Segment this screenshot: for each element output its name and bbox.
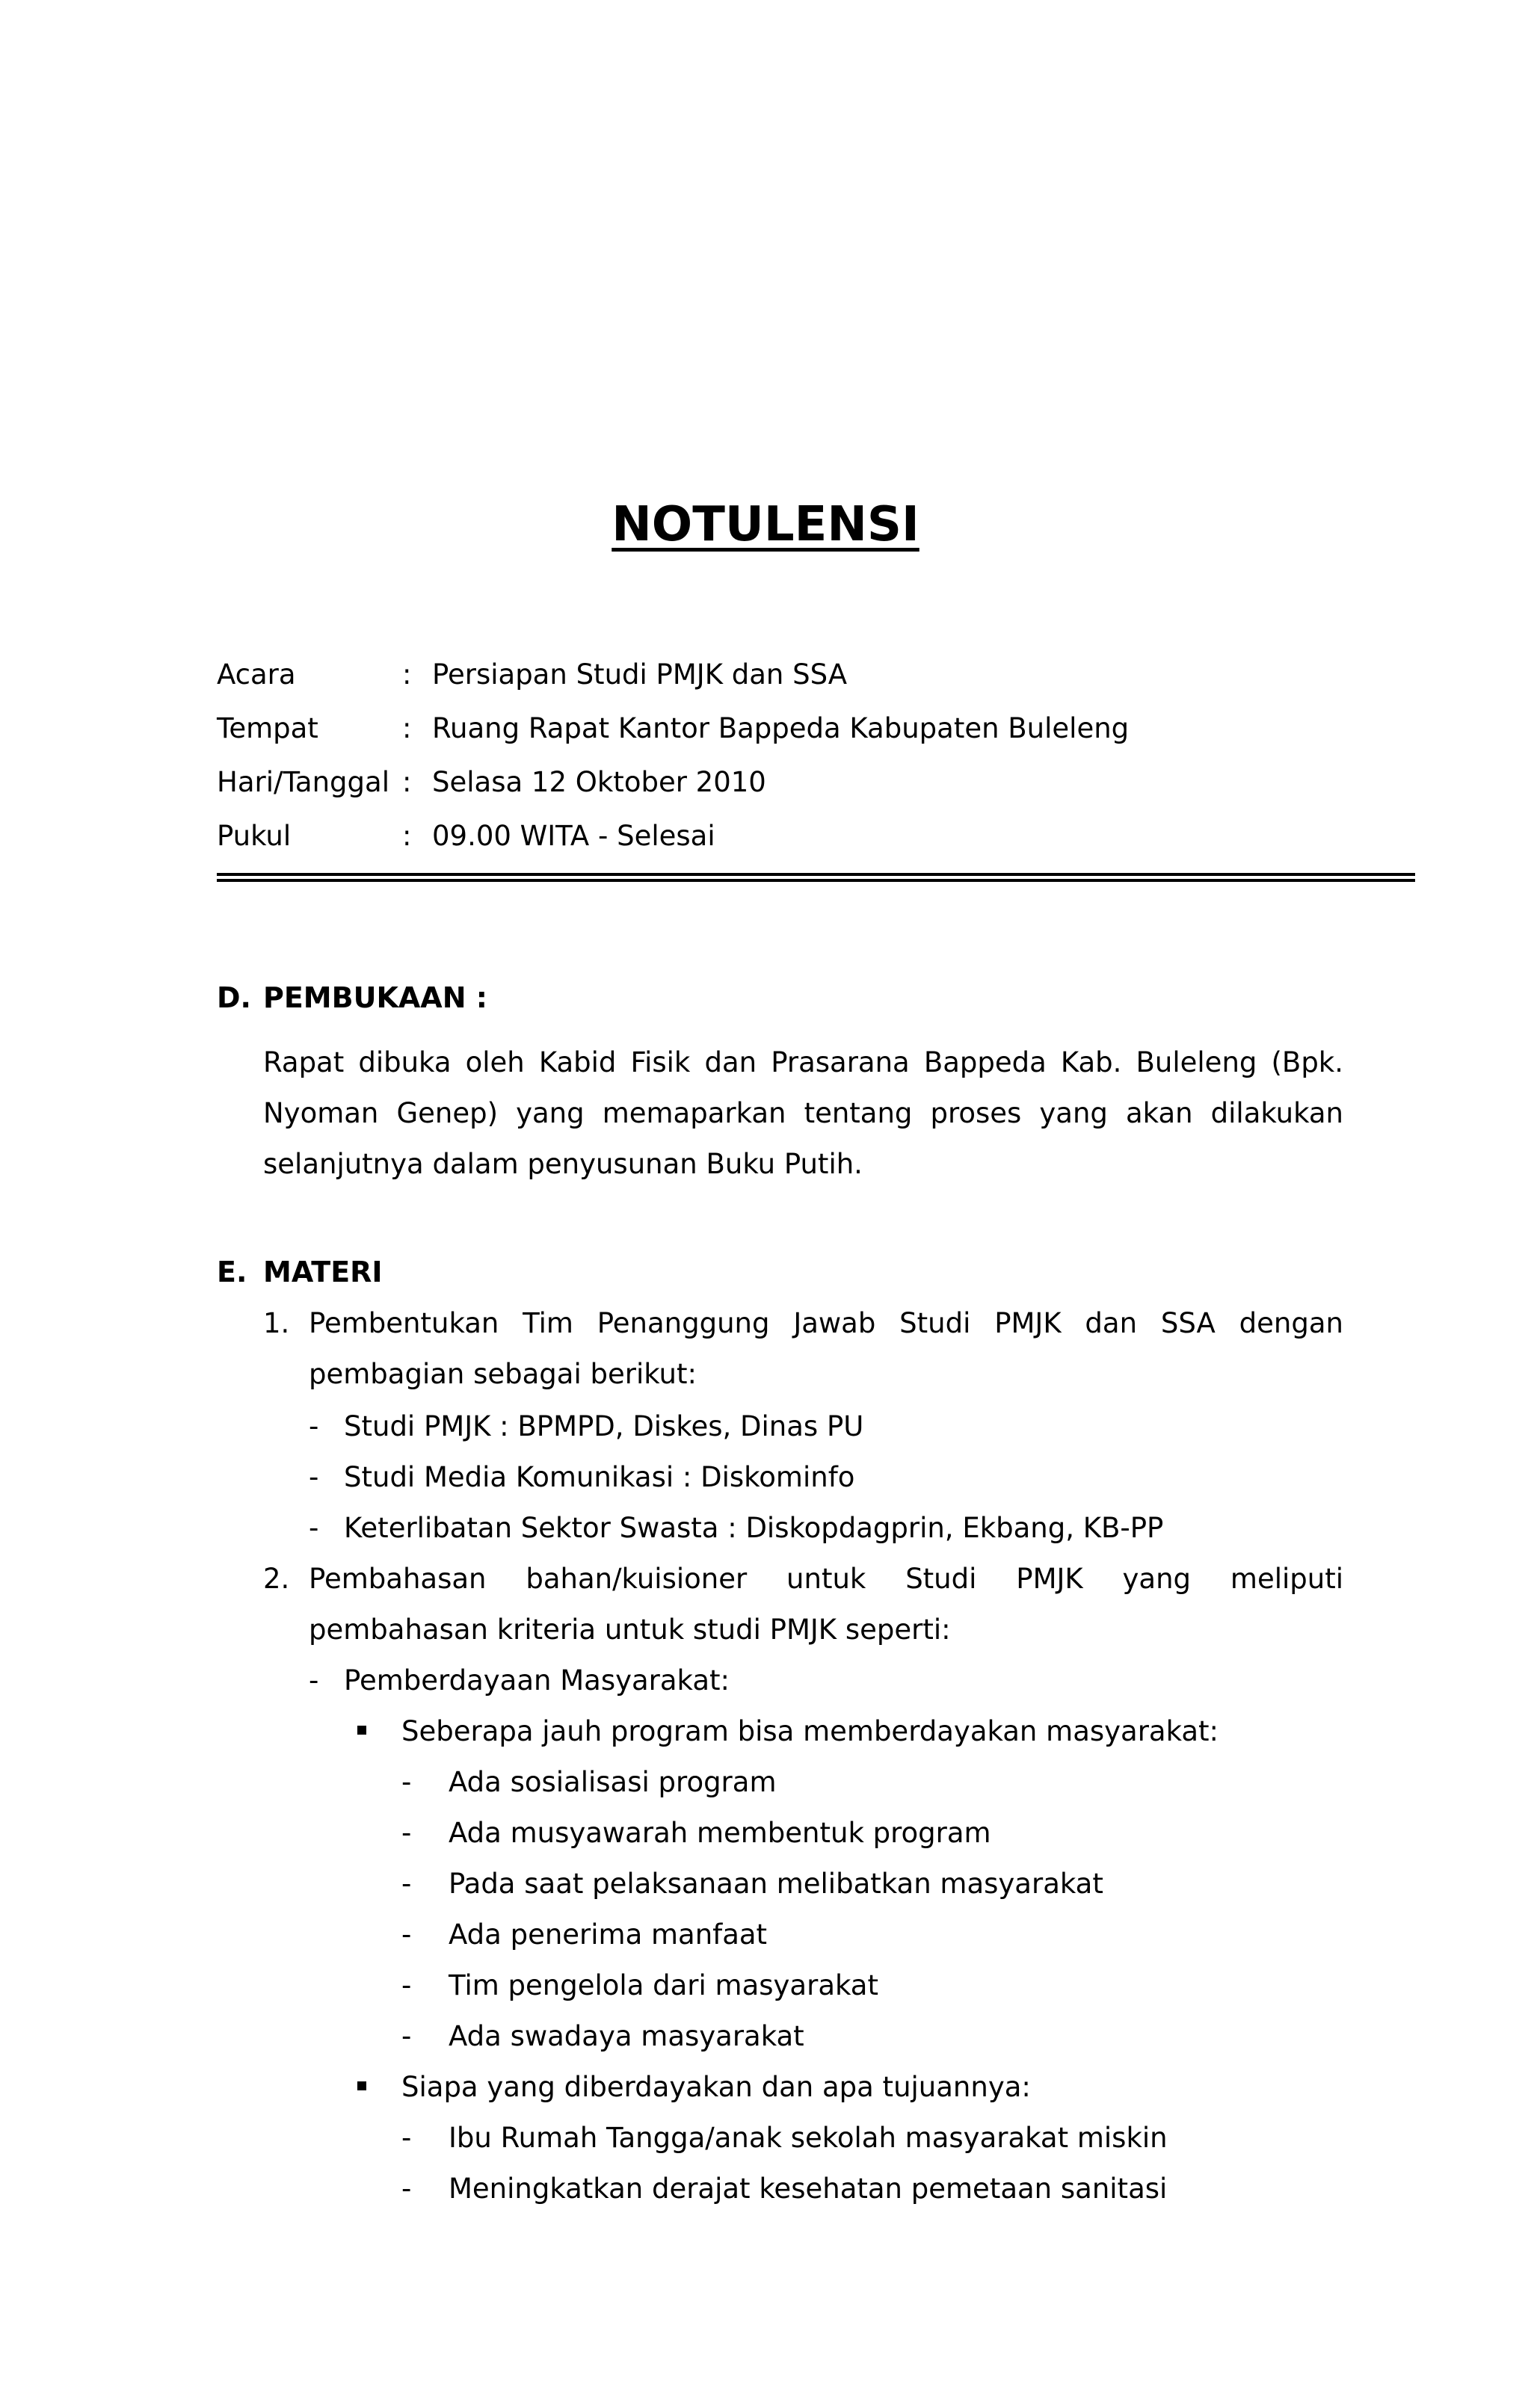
item1-subitem: Keterlibatan Sektor Swasta : Diskopdagprin, Ekbang, KB-PP — [344, 1512, 1164, 1544]
info-separator: : — [402, 765, 412, 798]
dash-marker: - — [309, 1410, 319, 1442]
item2-text: Pembahasan bahan/kuisioner untuk Studi PMJK yang meliputi pembahasan kriteria untuk studi PMJK seperti: — [309, 1563, 1343, 1646]
info-label: Tempat — [217, 711, 318, 744]
bullet-subitem: Meningkatkan derajat kesehatan pemetaan sanitasi — [449, 2173, 1168, 2205]
bullet-subitem: Ada swadaya masyarakat — [449, 2020, 804, 2052]
section-letter: E. — [217, 1256, 247, 1288]
bullet-subitem: Tim pengelola dari masyarakat — [449, 1969, 878, 2001]
divider-line-top — [217, 873, 1415, 876]
double-divider — [217, 873, 1415, 882]
info-row-pukul — [217, 809, 1129, 862]
info-row-acara — [217, 647, 1129, 701]
bullet-text: Siapa yang diberdayakan dan apa tujuannya: — [401, 2071, 1031, 2103]
info-label: Hari/Tanggal — [217, 765, 389, 798]
bullet-subitem: Ibu Rumah Tangga/anak sekolah masyarakat miskin — [449, 2122, 1168, 2154]
dash-marker: - — [401, 1766, 412, 1798]
bullet-subitem: Ada sosialisasi program — [449, 1766, 777, 1798]
dash-marker: - — [401, 1918, 412, 1951]
bullet-text: Seberapa jauh program bisa memberdayakan masyarakat: — [401, 1715, 1219, 1747]
info-label: Acara — [217, 658, 296, 691]
item1-subitem: Studi Media Komunikasi : Diskominfo — [344, 1461, 855, 1493]
info-value: Persiapan Studi PMJK dan SSA — [432, 658, 848, 691]
bullet-subitem: Ada musyawarah membentuk program — [449, 1817, 991, 1849]
section-e-heading — [217, 1250, 383, 1294]
info-value: Ruang Rapat Kantor Bappeda Kabupaten Buleleng — [432, 711, 1130, 744]
list-number: 2. — [263, 1563, 290, 1595]
section-letter: D. — [217, 981, 251, 1014]
section-title: MATERI — [263, 1256, 383, 1288]
dash-marker: - — [401, 1868, 412, 1900]
info-value: 09.00 WITA - Selesai — [432, 819, 715, 852]
dash-marker: - — [309, 1461, 319, 1493]
item2-sub-heading: Pemberdayaan Masyarakat: — [344, 1664, 730, 1697]
dash-marker: - — [309, 1512, 319, 1544]
info-separator: : — [402, 658, 412, 691]
meeting-info-table — [217, 647, 1129, 862]
bullet-subitem: Pada saat pelaksanaan melibatkan masyarakat — [449, 1868, 1103, 1900]
section-title: PEMBUKAAN : — [263, 981, 487, 1014]
dash-marker: - — [401, 2020, 412, 2052]
dash-marker: - — [401, 1817, 412, 1849]
square-bullet-icon — [357, 1726, 366, 1735]
document-title: NOTULENSI — [612, 497, 919, 552]
info-separator: : — [402, 819, 412, 852]
section-d-paragraph: Rapat dibuka oleh Kabid Fisik dan Prasarana Bappeda Kab. Buleleng (Bpk. Nyoman Genep) yang memaparkan tentang proses yang akan dilakukan selanjutnya dalam penyusunan Buku Putih. — [263, 1046, 1343, 1180]
info-row-tempat — [217, 701, 1129, 755]
dash-marker: - — [309, 1664, 319, 1697]
info-separator: : — [402, 711, 412, 744]
item1-subitem: Studi PMJK : BPMPD, Diskes, Dinas PU — [344, 1410, 864, 1442]
info-row-hari-tanggal — [217, 755, 1129, 809]
dash-marker: - — [401, 2173, 412, 2205]
list-number: 1. — [263, 1307, 290, 1339]
info-value: Selasa 12 Oktober 2010 — [432, 765, 766, 798]
square-bullet-icon — [357, 2081, 366, 2090]
item1-text: Pembentukan Tim Penanggung Jawab Studi PMJK dan SSA dengan pembagian sebagai berikut: — [309, 1307, 1343, 1390]
bullet-subitem: Ada penerima manfaat — [449, 1918, 768, 1951]
info-label: Pukul — [217, 819, 292, 852]
divider-line-bottom — [217, 879, 1415, 882]
dash-marker: - — [401, 2122, 412, 2154]
section-d-heading — [217, 975, 487, 1020]
dash-marker: - — [401, 1969, 412, 2001]
